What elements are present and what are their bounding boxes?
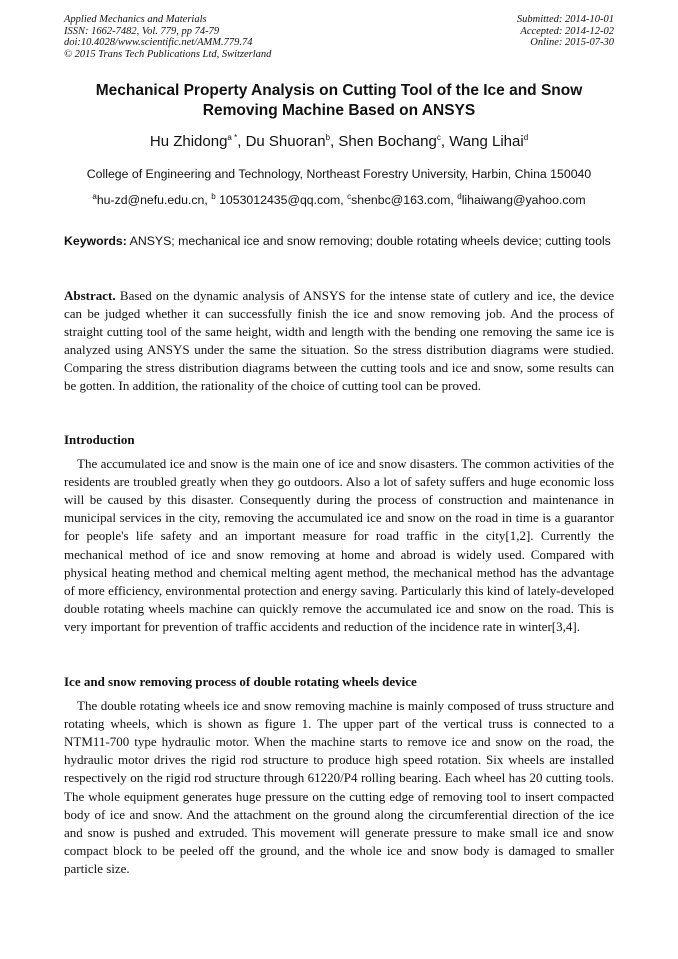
- email: hu-zd@nefu.edu.cn,: [96, 193, 208, 208]
- author-sup: d: [523, 133, 529, 142]
- online-date: Online: 2015-07-30: [530, 37, 614, 48]
- journal-name: Applied Mechanics and Materials: [64, 14, 207, 25]
- doi: doi:10.4028/www.scientific.net/AMM.779.74: [64, 37, 253, 48]
- keywords-text: ANSYS; mechanical ice and snow removing; double rotating wheels device; cutting tools: [126, 234, 611, 248]
- author-sup: b: [325, 133, 331, 142]
- email-sup: a: [92, 192, 97, 201]
- authors: Hu Zhidong$^{a *}$, Du Shuoran$^b$, Shen Bochang$^c$, Wang Lihai$^d$: [149, 133, 529, 150]
- email-sup: b: [211, 192, 216, 201]
- email-sup: c: [347, 192, 352, 201]
- paper-title: Mechanical Property Analysis on Cutting Tool of the Ice and Snow Removing Machine Based on ANSYS: [95, 82, 583, 119]
- keywords-label: Keywords:: [64, 234, 127, 248]
- email: lihaiwang@yahoo.com: [461, 193, 586, 208]
- author-name: Du Shuoran: [245, 133, 326, 150]
- accepted-date: Accepted: 2014-12-02: [520, 25, 614, 37]
- issn: ISSN: 1662-7482, Vol. 779, pp 74-79: [64, 25, 220, 37]
- submitted-date: Submitted: 2014-10-01: [516, 14, 614, 25]
- author-name: Shen Bochang: [338, 133, 437, 150]
- abstract: [64, 287, 614, 396]
- section-removing-process: [64, 673, 614, 878]
- journal-info: [64, 14, 271, 60]
- email: 1053012435@qq.com,: [215, 193, 344, 208]
- section-paragraph: The double rotating wheels ice and snow removing machine is mainly composed of truss structure and rotating wheels, which is shown as figure 1. The upper part of the vertical truss is connected to a NTM11-700 type hydraulic motor. When the machine starts to remove ice and snow on the road, the hydraulic motor drives the rigid rod structure to produce high speed rotation. Six wheels are installed respectively on the rigid rod structure through 61220/P4 rolling bearing. Each wheel has 20 cutting tools. The whole equipment generates huge pressure on the cutting edge of removing tool to insert compacted body of ice and snow. And the attachment on the ground along the circumferential direction of the ice and snow is pushed and extruded. This movement will generate pressure to make small ice and snow compact block to be peeled off the ground, and the whole ice and snow body is damaged to smaller particle size.: [64, 698, 614, 876]
- keywords: [64, 232, 614, 250]
- section-paragraph: The accumulated ice and snow is the main one of ice and snow disasters. The common activities of the residents are troubled greatly when they go outdoors. Also a lot of safety suffers and huge economic loss will be caused by this disaster. Consequently during the process of construction and maintenance in municipal services in the city, removing the accumulated ice and snow on the road in time is a guarantor for people's life safety and an important measure for road traffic in the city[1,2]. Currently the mechanical method of ice and snow removing at home and abroad is widely used. Compared with physical heating method and chemical melting agent method, the mechanical method has the advantage of more efficiency, environmental protection and energy saving. Particularly this kind of lately-developed double rotating wheels machine can quickly remove the accumulated ice and snow on the road. This is very important for prevention of traffic accidents and reduction of the incidence rate in winter[3,4].: [64, 456, 614, 634]
- abstract-label: Abstract.: [64, 288, 116, 303]
- author-sup: a *: [227, 133, 238, 142]
- author-name: Hu Zhidong: [149, 133, 228, 150]
- section-heading: Introduction: [64, 432, 135, 447]
- emails: [64, 192, 614, 207]
- copyright: © 2015 Trans Tech Publications Ltd, Switzerland: [64, 48, 272, 60]
- affiliation: College of Engineering and Technology, Northeast Forestry University, Harbin, China 150040: [86, 167, 592, 181]
- email-sup: d: [457, 192, 462, 201]
- section-introduction: [64, 431, 614, 636]
- author-name: Wang Lihai: [449, 133, 524, 150]
- dates: [517, 14, 614, 49]
- section-heading: Ice and snow removing process of double rotating wheels device: [64, 674, 417, 689]
- author-sup: c: [436, 133, 441, 142]
- email: shenbc@163.com,: [351, 193, 454, 208]
- abstract-text: Based on the dynamic analysis of ANSYS for the intense state of cutlery and ice, the device can be judged whether it can successfully finish the ice and snow removing job. And the process of straight cutting tool of the same height, width and length with the bending one removing the same ice is analyzed using ANSYS under the same the situation. So the stress distribution diagrams were studied. Comparing the stress distribution diagrams between the cutting tools and ice and snow, some results can be gotten. In addition, the rationality of the choice of cutting tool can be proved.: [64, 288, 614, 394]
